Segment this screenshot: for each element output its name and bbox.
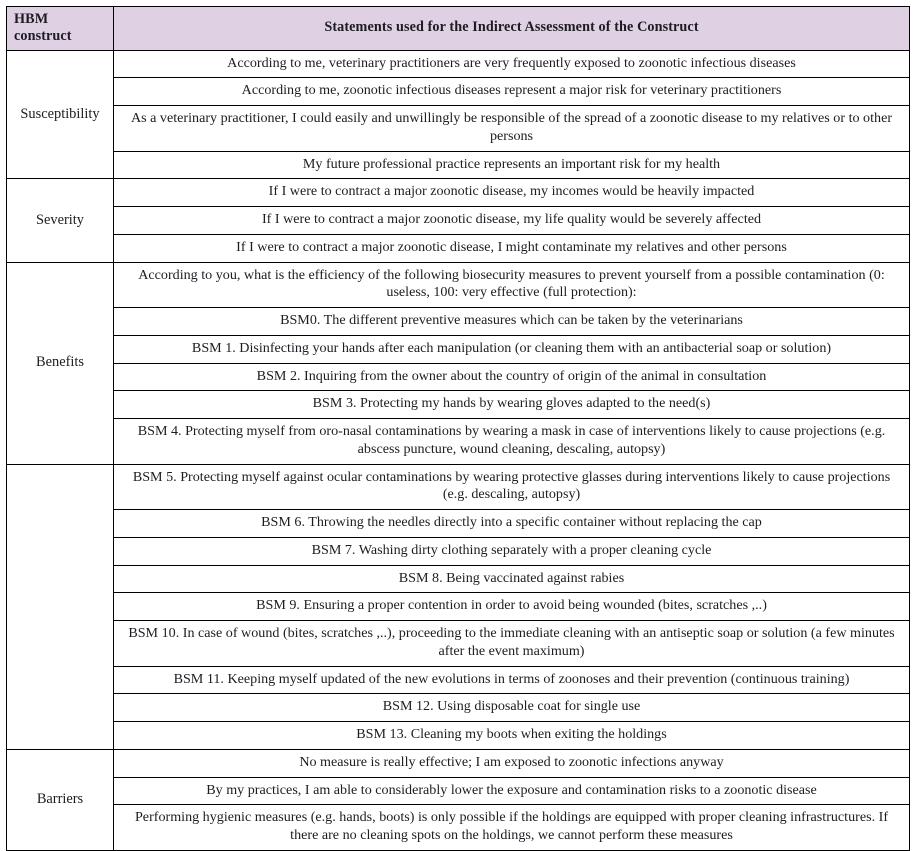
table-row xyxy=(7,749,910,777)
table-row xyxy=(7,805,910,851)
table-row xyxy=(7,565,910,593)
table-row xyxy=(7,666,910,694)
statement-text: If I were to contract a major zoonotic disease, I might contaminate my relatives and other persons xyxy=(236,238,787,255)
statement-text: BSM 6. Throwing the needles directly into a specific container without replacing the cap xyxy=(261,514,762,530)
statement-text: According to me, zoonotic infectious diseases represent a major risk for veterinary practitioners xyxy=(241,82,782,99)
construct-cell: Severity xyxy=(7,179,114,262)
statement-text: BSM 12. Using disposable coat for single use xyxy=(382,698,641,715)
table-row xyxy=(7,419,910,465)
statement-cell xyxy=(114,308,910,336)
table-row xyxy=(7,621,910,667)
statement-text: Performing hygienic measures (e.g. hands, boots) is only possible if the holdings are equipped with proper cleaning infrastructures. If there are no cleaning spots on the holdings, we cannot perform these measures xyxy=(134,809,889,843)
table-row xyxy=(7,335,910,363)
statement-cell xyxy=(114,464,910,510)
statement-text: BSM 7. Washing dirty clothing separately with a proper cleaning cycle xyxy=(311,541,712,558)
statement-cell xyxy=(114,565,910,593)
table-row xyxy=(7,234,910,262)
table-row xyxy=(7,308,910,336)
statement-text: BSM0. The different preventive measures which can be taken by the veterinarians xyxy=(280,312,743,328)
statement-cell xyxy=(114,805,910,851)
statement-text: According to me, veterinary practitioners are very frequently exposed to zoonotic infectious diseases xyxy=(227,54,796,71)
table-row xyxy=(7,537,910,565)
statement-cell xyxy=(114,391,910,419)
table-row xyxy=(7,179,910,207)
table-row xyxy=(7,207,910,235)
construct-cell: Barriers xyxy=(7,749,114,850)
statement-cell xyxy=(114,50,910,78)
statement-cell xyxy=(114,749,910,777)
statement-text: According to you, what is the efficiency of the following biosecurity measures to prevent yourself from a possible contamination (0: useless, 100: very effective (full protection): xyxy=(138,266,885,301)
statement-cell xyxy=(114,207,910,235)
table-row xyxy=(7,151,910,179)
statement-cell xyxy=(114,419,910,465)
statement-text: No measure is really effective; I am exposed to zoonotic infections anyway xyxy=(299,753,724,770)
statement-text: As a veterinary practitioner, I could easily and unwillingly be responsible of the spread of a zoonotic disease to my relatives or to other persons xyxy=(130,110,893,144)
statement-cell xyxy=(114,722,910,750)
statement-cell xyxy=(114,363,910,391)
statement-text: If I were to contract a major zoonotic disease, my life quality would be severely affected xyxy=(261,211,762,227)
statement-cell xyxy=(114,537,910,565)
statement-text: BSM 13. Cleaning my boots when exiting the holdings xyxy=(356,726,667,742)
table-row xyxy=(7,694,910,722)
statement-text: My future professional practice represents an important risk for my health xyxy=(302,155,721,172)
table-row xyxy=(7,363,910,391)
table-row xyxy=(7,262,910,308)
statement-text: BSM 8. Being vaccinated against rabies xyxy=(398,569,625,586)
statement-cell xyxy=(114,262,910,308)
statement-cell xyxy=(114,179,910,207)
statement-cell xyxy=(114,694,910,722)
construct-cell xyxy=(7,464,114,749)
table-row xyxy=(7,464,910,510)
statement-cell xyxy=(114,234,910,262)
statement-text: BSM 9. Ensuring a proper contention in order to avoid being wounded (bites, scratches ,..) xyxy=(256,597,767,614)
table-row xyxy=(7,391,910,419)
statement-text: BSM 10. In case of wound (bites, scratches ,..), proceeding to the immediate cleaning with an antiseptic soap or solution (a few minutes after the event maximum) xyxy=(128,625,895,659)
table-row xyxy=(7,78,910,106)
statement-text: BSM 5. Protecting myself against ocular contaminations by wearing protective glasses during interventions likely to cause projections (e.g. descaling, autopsy) xyxy=(132,468,891,503)
statement-text: BSM 4. Protecting myself from oro-nasal contaminations by wearing a mask in case of interventions likely to cause projections (e.g. abscess puncture, wound cleaning, descaling, autopsy) xyxy=(137,423,886,457)
table-body xyxy=(7,50,910,850)
table-row xyxy=(7,106,910,152)
table-row xyxy=(7,777,910,805)
statement-cell xyxy=(114,593,910,621)
column-header-statements: Statements used for the Indirect Assessment of the Construct xyxy=(114,7,910,51)
statement-cell xyxy=(114,106,910,152)
header-row xyxy=(7,7,910,51)
statement-cell xyxy=(114,78,910,106)
statement-cell xyxy=(114,666,910,694)
hbm-constructs-table xyxy=(6,6,910,851)
table-row xyxy=(7,593,910,621)
table-row xyxy=(7,50,910,78)
statement-text: BSM 11. Keeping myself updated of the new evolutions in terms of zoonoses and their prevention (continuous training) xyxy=(173,670,850,687)
construct-cell: Susceptibility xyxy=(7,50,114,179)
table-row xyxy=(7,510,910,538)
statement-text: BSM 3. Protecting my hands by wearing gloves adapted to the need(s) xyxy=(312,395,711,412)
table-header xyxy=(7,7,910,51)
statement-text: If I were to contract a major zoonotic disease, my incomes would be heavily impacted xyxy=(268,183,755,200)
table-row xyxy=(7,722,910,750)
construct-cell: Benefits xyxy=(7,262,114,464)
statement-cell xyxy=(114,777,910,805)
statement-text: BSM 1. Disinfecting your hands after each manipulation (or cleaning them with an antibacterial soap or solution) xyxy=(191,339,832,356)
statement-text: BSM 2. Inquiring from the owner about the country of origin of the animal in consultation xyxy=(256,367,767,384)
statement-cell xyxy=(114,510,910,538)
statement-cell xyxy=(114,335,910,363)
statement-cell xyxy=(114,151,910,179)
statement-text: By my practices, I am able to considerably lower the exposure and contamination risks to a zoonotic disease xyxy=(206,781,817,798)
column-header-construct: HBM construct xyxy=(7,7,114,51)
statement-cell xyxy=(114,621,910,667)
